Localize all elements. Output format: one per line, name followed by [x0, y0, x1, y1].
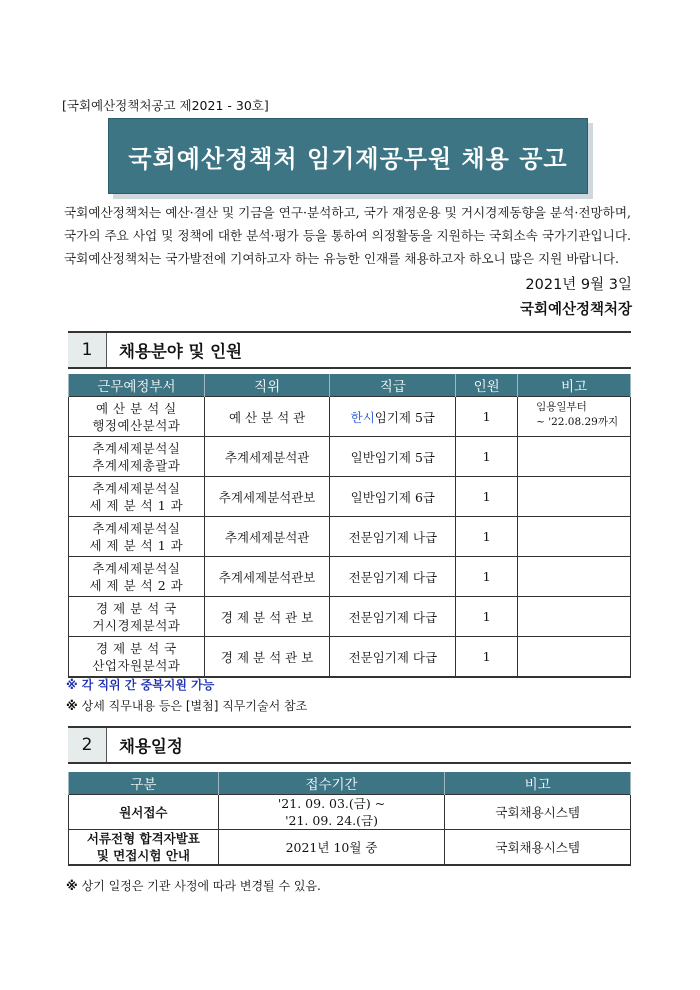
stage-label: 원서접수	[119, 804, 168, 820]
section-title: 채용일정	[119, 737, 183, 756]
table-row	[69, 397, 631, 437]
dept-team: 산업자원분석과	[92, 657, 181, 673]
dept-division: 추계세제분석실	[92, 520, 181, 536]
count-cell: 1	[456, 477, 518, 517]
title-banner	[108, 118, 588, 194]
position-cell: 추계세제분석관	[204, 517, 330, 557]
dept-cell	[69, 397, 205, 437]
grade-text: 전문임기제 다급	[348, 609, 438, 625]
column-header: 인원	[456, 374, 518, 397]
count-cell: 1	[456, 557, 518, 597]
column-header: 직급	[330, 374, 456, 397]
table-header-row	[69, 374, 631, 397]
note-cell	[518, 597, 631, 637]
announcement-date: 2021년 9월 3일	[525, 277, 632, 293]
grade-text: 전문임기제 다급	[348, 649, 438, 665]
table-row	[69, 830, 631, 866]
note-cell	[518, 397, 631, 437]
column-header: 구분	[69, 772, 219, 795]
schedule-change-note	[66, 877, 321, 894]
note-mark: ※	[66, 879, 78, 893]
count-cell: 1	[456, 397, 518, 437]
dept-cell	[69, 437, 205, 477]
note-cell	[518, 557, 631, 597]
intro-paragraph	[64, 201, 640, 270]
count-cell: 1	[456, 637, 518, 678]
section-number: 2	[68, 728, 107, 762]
dept-team: 세 제 분 석 1 과	[89, 497, 184, 513]
note-text: 상세 직무내용 등은 [별첨] 직무기술서 참조	[81, 699, 308, 713]
note-text: 상기 일정은 기관 사정에 따라 변경될 수 있음.	[81, 879, 321, 893]
dept-division: 예 산 분 석 실	[95, 400, 177, 416]
position-cell: 추계세제분석관보	[204, 477, 330, 517]
note-cell	[518, 437, 631, 477]
note-cell	[518, 637, 631, 678]
period-cell	[218, 795, 445, 830]
note-mark: ※	[66, 678, 78, 692]
dept-cell	[69, 597, 205, 637]
grade-cell	[330, 557, 456, 597]
column-header: 근무예정부서	[69, 374, 205, 397]
dept-division: 경 제 분 석 국	[95, 600, 177, 616]
schedule-table	[68, 772, 631, 866]
note-cell: 국회채용시스템	[445, 795, 631, 830]
stage-cell	[69, 830, 219, 866]
grade-text: 임기제 5급	[374, 409, 436, 425]
dept-division: 경 제 분 석 국	[95, 640, 177, 656]
job-description-note	[66, 697, 307, 714]
count-cell: 1	[456, 437, 518, 477]
note-cell	[518, 477, 631, 517]
table-row	[69, 637, 631, 678]
table-row	[69, 795, 631, 830]
section-title: 채용분야 및 인원	[119, 342, 243, 361]
table-row	[69, 557, 631, 597]
grade-cell	[330, 397, 456, 437]
count-cell: 1	[456, 517, 518, 557]
position-cell: 경 제 분 석 관 보	[204, 597, 330, 637]
period-line: '21. 09. 24.(금)	[285, 813, 378, 828]
column-header: 비고	[518, 374, 631, 397]
dept-division: 추계세제분석실	[92, 480, 181, 496]
period-line: '21. 09. 03.(금) ~	[277, 796, 386, 811]
intro-line: 국회예산정책처는 예산·결산 및 기금을 연구·분석하고, 국가 재정운용 및 거시경제동향을 분석·전망하며,	[64, 205, 631, 220]
section-1-header	[68, 331, 631, 369]
grade-cell	[330, 437, 456, 477]
dept-cell	[69, 557, 205, 597]
grade-text: 전문임기제 나급	[348, 529, 438, 545]
grade-cell	[330, 477, 456, 517]
grade-cell	[330, 637, 456, 678]
note-cell: 국회채용시스템	[445, 830, 631, 866]
signer: 국회예산정책처장	[519, 301, 632, 318]
note-cell	[518, 517, 631, 557]
section-2-header	[68, 726, 631, 764]
stage-label: 및 면접시험 안내	[96, 848, 190, 863]
section-number: 1	[68, 333, 107, 367]
recruitment-table	[68, 374, 631, 678]
dept-division: 추계세제분석실	[92, 560, 181, 576]
table-row	[69, 437, 631, 477]
dept-team: 거시경제분석과	[92, 617, 181, 633]
position-cell: 경 제 분 석 관 보	[204, 637, 330, 678]
column-header: 직위	[204, 374, 330, 397]
grade-cell	[330, 517, 456, 557]
document-number: [국회예산정책처공고 제2021 - 30호]	[62, 98, 269, 113]
dept-team: 추계세제총괄과	[92, 457, 181, 473]
count-cell: 1	[456, 597, 518, 637]
grade-text: 전문임기제 다급	[348, 569, 438, 585]
table-row	[69, 597, 631, 637]
duplicate-apply-note	[66, 676, 214, 693]
dept-division: 추계세제분석실	[92, 440, 181, 456]
grade-text: 일반임기제 5급	[350, 449, 436, 465]
grade-text: 일반임기제 6급	[350, 489, 436, 505]
dept-cell	[69, 637, 205, 678]
period-cell	[218, 830, 445, 866]
position-cell: 예 산 분 석 관	[204, 397, 330, 437]
table-row	[69, 477, 631, 517]
column-header: 비고	[445, 772, 631, 795]
dept-team: 행정예산분석과	[92, 417, 181, 433]
note-mark: ※	[66, 699, 78, 713]
stage-label: 서류전형 합격자발표	[86, 831, 200, 846]
page-title: 국회예산정책처 임기제공무원 채용 공고	[128, 144, 568, 173]
note-line: 임용일부터	[536, 401, 587, 413]
dept-team: 세 제 분 석 1 과	[89, 537, 184, 553]
note-text: 각 직위 간 중복지원 가능	[81, 678, 215, 692]
note-line: ~ '22.08.29까지	[536, 416, 619, 428]
grade-highlight: 한시	[350, 409, 375, 425]
dept-cell	[69, 517, 205, 557]
grade-cell	[330, 597, 456, 637]
dept-team: 세 제 분 석 2 과	[89, 577, 184, 593]
stage-cell	[69, 795, 219, 830]
intro-line: 국회예산정책처는 국가발전에 기여하고자 하는 유능한 인재를 채용하고자 하오니 많은 지원 바랍니다.	[64, 251, 619, 266]
position-cell: 추계세제분석관보	[204, 557, 330, 597]
table-header-row	[69, 772, 631, 795]
table-row	[69, 517, 631, 557]
dept-cell	[69, 477, 205, 517]
period-line: 2021년 10월 중	[285, 839, 378, 855]
intro-line: 국가의 주요 사업 및 정책에 대한 분석·평가 등을 통하여 의정활동을 지원하는 국회소속 국가기관입니다.	[64, 228, 631, 243]
column-header: 접수기간	[218, 772, 445, 795]
position-cell: 추계세제분석관	[204, 437, 330, 477]
